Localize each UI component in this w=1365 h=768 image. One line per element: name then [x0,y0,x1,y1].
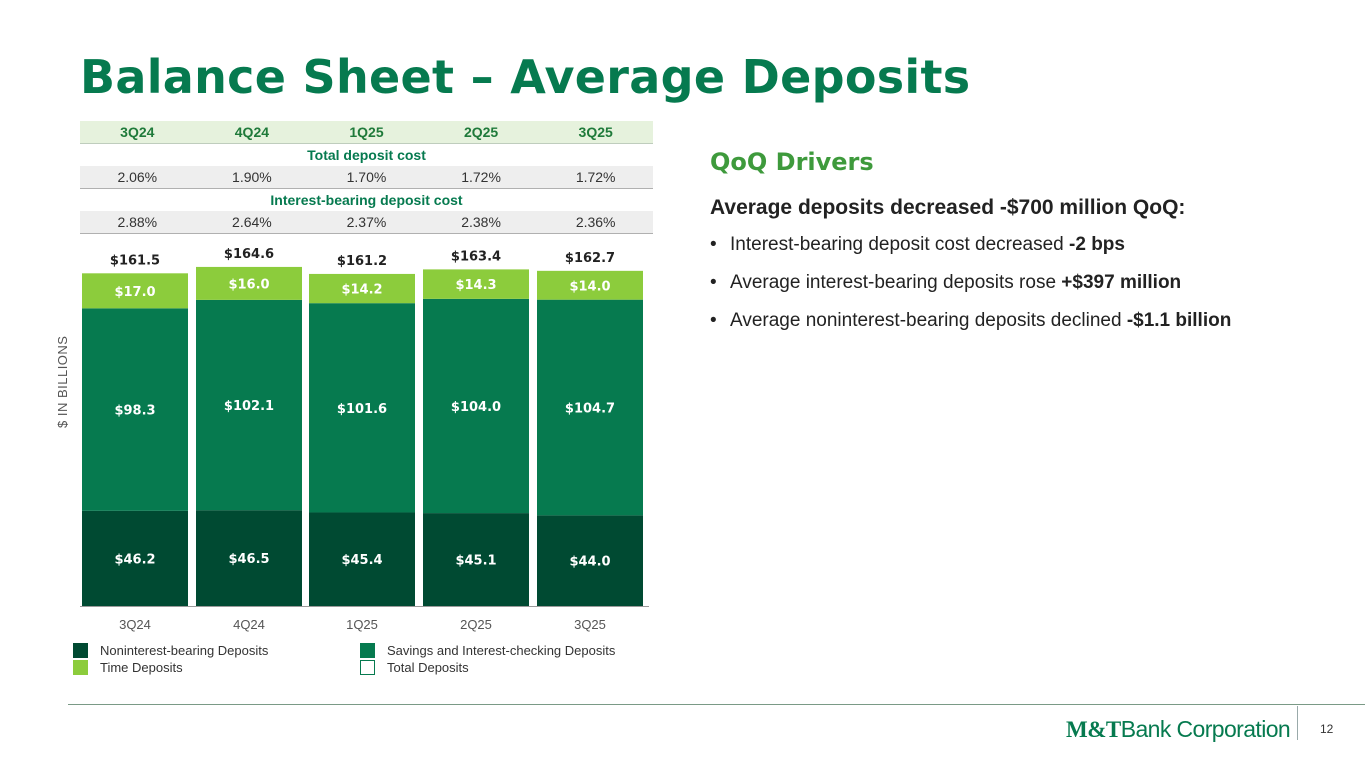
y-axis-label: $ IN BILLIONS [55,335,70,428]
logo-wordmark: Bank Corporation [1120,716,1291,742]
legend-item-time [73,660,183,675]
driver-bullet-text: Average noninterest-bearing deposits declined [730,310,1127,331]
bar-data-label: $16.0 [228,277,270,293]
driver-bullet [710,272,1330,293]
total-data-label: $164.6 [223,246,275,262]
bar-data-label: $98.3 [114,403,156,419]
total-cost-value: 2.06% [117,169,158,185]
x-tick-label: 3Q25 [574,617,606,632]
bar-data-label: $14.0 [569,279,611,295]
total-cost-value: 1.72% [461,169,501,185]
legend-label: Total Deposits [387,660,469,675]
drivers-heading: QoQ Drivers [710,148,874,176]
total-cost-label: Total deposit cost [307,147,426,163]
legend-swatch [73,643,88,658]
bar-data-label: $101.6 [336,401,388,417]
total-cost-value: 1.70% [346,169,387,185]
cost-table-header-cell: 4Q24 [234,124,270,140]
ib-cost-value: 2.38% [461,214,501,230]
total-data-label: $163.4 [450,249,502,265]
legend-item-savings [360,643,615,658]
driver-bullet-text: Interest-bearing deposit cost decreased [730,234,1070,255]
legend-swatch [73,660,88,675]
total-cost-value: 1.72% [575,169,616,185]
total-data-label: $162.7 [564,250,616,266]
driver-bullet [710,234,1330,255]
footer-separator [1297,706,1298,740]
x-tick-label: 2Q25 [460,617,492,632]
ib-cost-value: 2.88% [117,214,158,230]
ib-cost-value: 2.37% [346,214,387,230]
x-tick-label: 3Q24 [119,617,151,632]
cost-table-header-cell: 1Q25 [349,124,384,140]
total-data-label: $161.2 [336,253,388,269]
legend-label: Noninterest-bearing Deposits [100,643,269,658]
x-tick-label: 1Q25 [346,617,378,632]
cost-table-header-cell: 3Q24 [120,124,155,140]
bar-data-label: $46.2 [114,552,156,568]
ib-cost-value: 2.36% [575,214,616,230]
cost-table-header-cell: 3Q25 [578,124,613,140]
legend-swatch [360,660,375,675]
legend-item-total [360,660,469,675]
bar-data-label: $104.7 [564,401,616,417]
bar-data-label: $45.1 [455,553,497,569]
driver-bullet-figure: -2 bps [1069,234,1125,255]
legend-label: Time Deposits [100,660,183,675]
bar-data-label: $14.3 [455,278,497,294]
drivers-bullet-list [710,234,1330,331]
ib-cost-label: Interest-bearing deposit cost [270,192,463,208]
total-cost-value: 1.90% [232,169,272,185]
legend-swatch [360,643,375,658]
company-logo [1066,716,1290,743]
legend-item-noninterest [73,643,268,658]
bar-data-label: $17.0 [114,284,156,300]
x-tick-label: 4Q24 [233,617,265,632]
driver-bullet-text: Average interest-bearing deposits rose [730,272,1062,293]
page-title: Balance Sheet – Average Deposits [80,50,971,104]
bar-data-label: $102.1 [223,399,275,415]
bar-data-label: $46.5 [228,552,270,568]
bar-data-label: $14.2 [341,282,383,298]
deposits-stacked-bar-chart [0,0,700,640]
legend-label: Savings and Interest-checking Deposits [387,643,616,658]
logo-mark: M&T [1066,717,1121,742]
ib-cost-value: 2.64% [232,214,272,230]
total-data-label: $161.5 [109,253,161,269]
qoq-drivers-panel [710,148,1330,348]
driver-bullet-figure: +$397 million [1061,272,1182,293]
bar-data-label: $45.4 [341,553,383,569]
bar-data-label: $104.0 [450,399,502,415]
driver-bullet-figure: -$1.1 billion [1126,310,1232,331]
drivers-headline: Average deposits decreased -$700 million QoQ: [710,196,1186,219]
driver-bullet [710,310,1330,331]
cost-table-header-cell: 2Q25 [463,124,499,140]
page-number: 12 [1320,722,1334,736]
bar-data-label: $44.0 [569,554,611,570]
footer-divider [68,704,1365,705]
